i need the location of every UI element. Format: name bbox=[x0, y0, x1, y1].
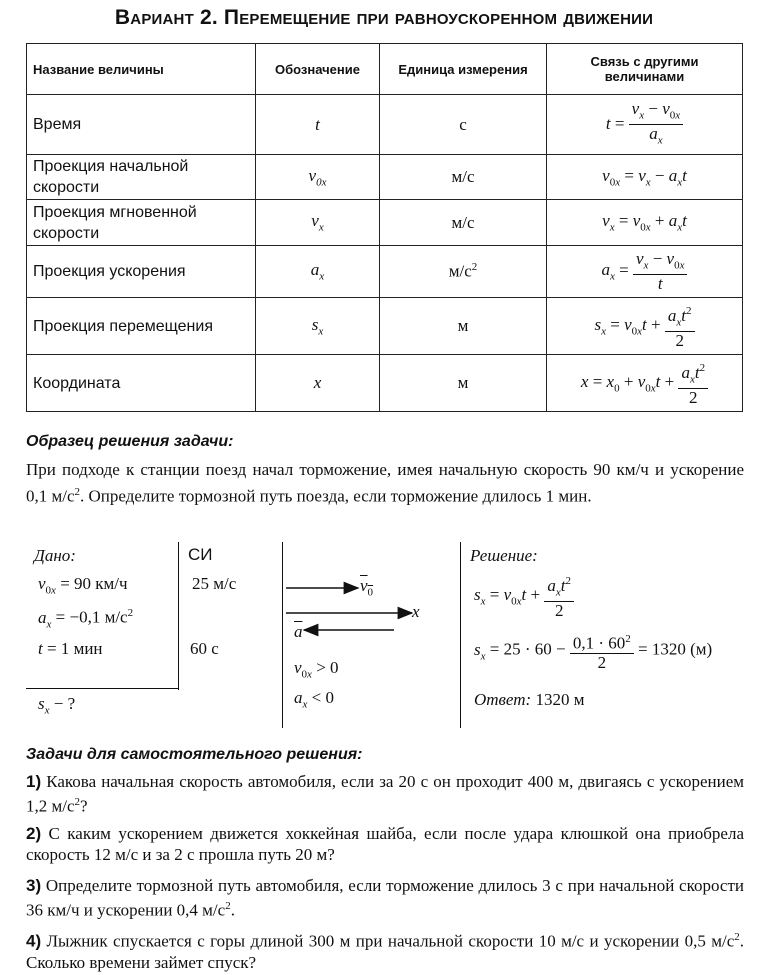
task-tail: . Сколько времени займет спуск? bbox=[26, 931, 745, 972]
solution-block bbox=[0, 538, 768, 728]
v0-condition-value: > 0 bbox=[316, 658, 339, 677]
a-condition-value: < 0 bbox=[311, 688, 334, 707]
row-unit: м/с bbox=[380, 155, 547, 200]
task-text: Какова начальная скорость автомобиля, если за 20 с он проходит 400 м, двигаясь с ускорением 1,2 м/с bbox=[26, 772, 745, 816]
calc-left: = 25 · 60 − bbox=[489, 639, 566, 659]
row-name: Координата bbox=[27, 355, 256, 412]
divider-given-si bbox=[178, 542, 179, 690]
given-find: $s_x$ − ? bbox=[38, 694, 76, 717]
header-symbol: Обозначение bbox=[256, 44, 380, 95]
row-symbol: t bbox=[256, 95, 380, 155]
a-vector-label: $\overline{a}$ bbox=[294, 622, 303, 641]
answer bbox=[474, 690, 584, 710]
task-text: Определите тормозной путь автомобиля, если торможение длилось 3 с при начальной скорости 36 км/ч и ускорении 0,4 м/с bbox=[26, 876, 744, 920]
header-unit: Единица измерения bbox=[380, 44, 547, 95]
task-item: 1) Какова начальная скорость автомобиля, если за 20 с он проходит 400 м, двигаясь с ускорением 1,2 $м/с^2$? bbox=[26, 772, 745, 816]
task-number: 3) bbox=[26, 876, 42, 895]
divider-si-diagram bbox=[282, 542, 283, 728]
page-title: Вариант 2. Перемещение при равноускоренном движении bbox=[114, 6, 654, 29]
given-v0: $v_{0x} = 90$ км/ч bbox=[38, 574, 128, 597]
solution-calc: $s_x = 25 \cdot 60$ − $\frac{0,1 \cdot 60^2}{2}$ = 1320 (м) bbox=[474, 630, 712, 672]
answer-value: 1320 м bbox=[535, 690, 585, 709]
row-name: Проекция ускорения bbox=[27, 246, 256, 298]
task-tail: . bbox=[230, 900, 235, 920]
solution-formula: $s_x = v_{0x}t$ + $\frac{a_xt^2}{2}$ bbox=[474, 572, 574, 620]
calc-num: 0,1 · 60 bbox=[572, 633, 626, 653]
problem-text-main: При подходе к станции поезд начал торможение, имея начальную скорость 90 км/ч и ускорение 0,1 м/с bbox=[26, 460, 744, 506]
si-v0: 25 м/с bbox=[192, 574, 237, 593]
si-t: 60 с bbox=[190, 639, 219, 658]
sample-heading: Образец решения задачи: bbox=[26, 433, 234, 450]
task-text: Лыжник спускается с горы длиной 300 м при начальной скорости 10 м/с и ускорении 0,5 м/с bbox=[46, 931, 735, 951]
row-formula: $v_{0x} = v_x - a_xt$ bbox=[547, 155, 743, 200]
table-row bbox=[27, 155, 743, 200]
answer-label: Ответ: bbox=[474, 690, 532, 709]
given-t-value: = 1 мин bbox=[46, 639, 103, 658]
task-item bbox=[26, 823, 744, 865]
quantities-table bbox=[26, 43, 743, 412]
table-row bbox=[27, 95, 743, 155]
row-formula: $s_x = v_{0x}t$ + $\frac{a_xt^2}{2}$ bbox=[547, 298, 743, 355]
row-symbol: x bbox=[256, 355, 380, 412]
table-row bbox=[27, 200, 743, 246]
task-item: 3) Определите тормозной путь автомобиля, если торможение длилось 3 с при начальной скорости 36 км/ч и ускорении 0,4 $м/с^2$. bbox=[26, 876, 744, 920]
row-name: Проекция начальной скорости bbox=[27, 155, 256, 200]
row-symbol: $v_{0x}$ bbox=[256, 155, 380, 200]
x-axis-label: x bbox=[412, 602, 420, 621]
problem-text: При подходе к станции поезд начал торможение, имея начальную скорость 90 км/ч и ускорение 0,1 $м/с^2$. Определите тормозной путь поезда, если торможение длилось 1 мин. bbox=[26, 460, 744, 506]
divider-find bbox=[26, 688, 179, 689]
row-symbol: $s_x$ bbox=[256, 298, 380, 355]
row-unit: м bbox=[380, 355, 547, 412]
given-a-value: = −0,1 м/с bbox=[55, 607, 128, 627]
task-item: 4) Лыжник спускается с горы длиной 300 м при начальной скорости 10 м/с и ускорении 0,5 $м/с^2$. Сколько времени займет спуск? bbox=[26, 931, 745, 972]
table-row bbox=[27, 246, 743, 298]
task-text: С каким ускорением движется хоккейная шайба, если после удара клюшкой она приобрела скорость 12 м/с и за 2 с прошла путь 20 м? bbox=[26, 824, 744, 864]
row-symbol: $v_x$ bbox=[256, 200, 380, 246]
row-unit: $м/с^2$ bbox=[380, 246, 547, 298]
v0-condition: $v_{0x} > 0$ bbox=[294, 658, 339, 681]
row-formula: t = $\frac{v_x - v_{0x}}{a_x}$ bbox=[547, 95, 743, 155]
table-header-row bbox=[27, 44, 743, 95]
row-unit: с bbox=[380, 95, 547, 155]
task-number: 4) bbox=[26, 931, 42, 951]
problem-text-end: . Определите тормозной путь поезда, если торможение длилось 1 мин. bbox=[80, 486, 592, 506]
row-formula: $v_x = v_{0x} + a_xt$ bbox=[547, 200, 743, 246]
table-row bbox=[27, 355, 743, 412]
given-find-value: − ? bbox=[53, 694, 76, 713]
given-label: Дано: bbox=[34, 546, 76, 565]
unit-text: м/с bbox=[448, 261, 472, 281]
row-formula: $a_x$ = $\frac{v_x - v_{0x}}{t}$ bbox=[547, 246, 743, 298]
row-name: Проекция мгновенной скорости bbox=[27, 200, 256, 246]
given-v0-value: = 90 км/ч bbox=[60, 574, 128, 593]
row-name: Время bbox=[27, 95, 256, 155]
row-symbol: $a_x$ bbox=[256, 246, 380, 298]
table-row bbox=[27, 298, 743, 355]
task-tail: ? bbox=[80, 796, 88, 816]
si-label: СИ bbox=[188, 545, 213, 564]
calc-right: = 1320 (м) bbox=[638, 639, 713, 659]
header-name: Название величины bbox=[27, 44, 256, 95]
solution-label: Решение: bbox=[470, 546, 538, 565]
given-a: $a_x = -0,1$ $м/с^2$ bbox=[38, 607, 134, 631]
row-name: Проекция перемещения bbox=[27, 298, 256, 355]
tasks-heading: Задачи для самостоятельного решения: bbox=[26, 746, 363, 763]
row-unit: м/с bbox=[380, 200, 547, 246]
task-number: 1) bbox=[26, 772, 42, 791]
row-formula: $x = x_0 + v_{0x}t$ + $\frac{a_xt^2}{2}$ bbox=[547, 355, 743, 412]
header-relation: Связь с другими величинами bbox=[547, 44, 743, 95]
task-number: 2) bbox=[26, 824, 42, 843]
row-unit: м bbox=[380, 298, 547, 355]
calc-den: 2 bbox=[597, 652, 607, 672]
given-t: t = 1 мин bbox=[38, 639, 103, 658]
a-condition: $a_x < 0$ bbox=[294, 688, 334, 711]
divider-diagram-solution bbox=[460, 542, 461, 728]
v0-vector-label: $v_0$ bbox=[360, 576, 374, 599]
